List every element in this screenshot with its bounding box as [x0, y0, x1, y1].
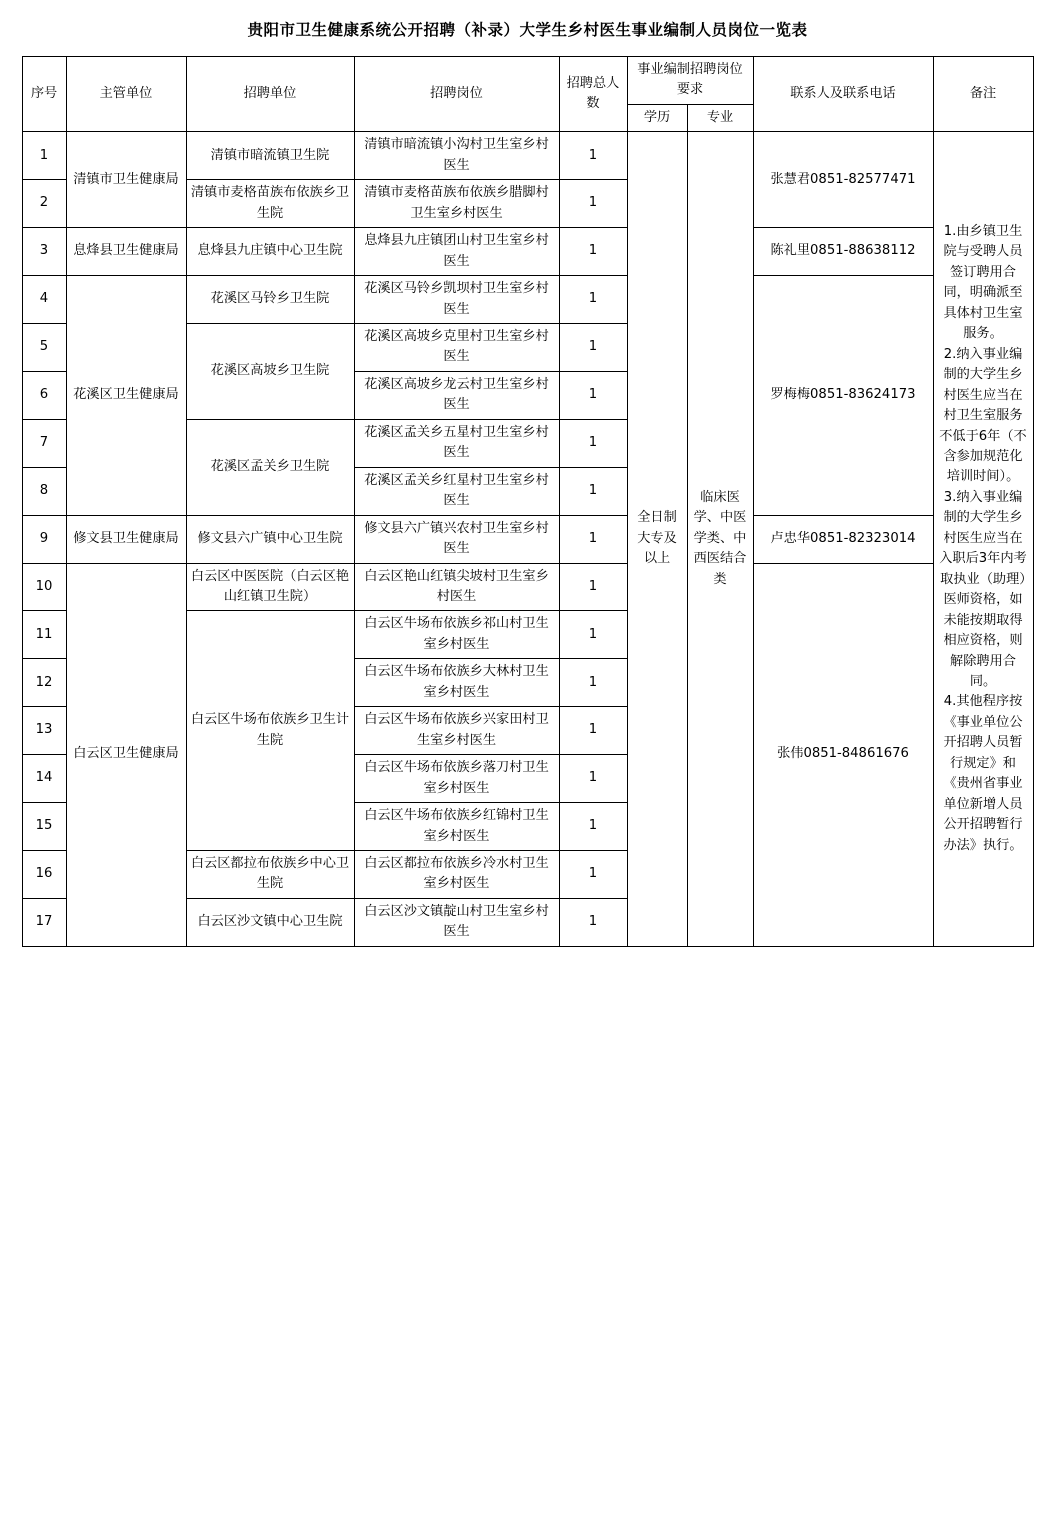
cell-post: 清镇市麦格苗族布依族乡腊脚村卫生室乡村医生	[354, 180, 559, 228]
cell-seq: 5	[22, 323, 66, 371]
table-row	[22, 228, 1033, 276]
remark-line-2: 2.纳入事业编制的大学生乡村医生应当在村卫生室服务不低于6年（不含参加规范化培训时间）。	[939, 346, 1027, 485]
cell-unit: 息烽县九庄镇中心卫生院	[186, 228, 354, 276]
header-education: 学历	[627, 104, 687, 131]
cell-unit: 清镇市暗流镇卫生院	[186, 132, 354, 180]
cell-num: 1	[559, 228, 627, 276]
header-num: 招聘总人数	[559, 57, 627, 132]
cell-dept: 息烽县卫生健康局	[66, 228, 186, 276]
cell-num: 1	[559, 467, 627, 515]
cell-seq: 4	[22, 276, 66, 324]
cell-num: 1	[559, 419, 627, 467]
cell-unit: 花溪区孟关乡卫生院	[186, 419, 354, 515]
cell-dept: 清镇市卫生健康局	[66, 132, 186, 228]
cell-post: 白云区艳山红镇尖坡村卫生室乡村医生	[354, 563, 559, 611]
cell-post: 息烽县九庄镇团山村卫生室乡村医生	[354, 228, 559, 276]
cell-num: 1	[559, 515, 627, 563]
header-major: 专业	[687, 104, 753, 131]
header-dept: 主管单位	[66, 57, 186, 132]
header-contact: 联系人及联系电话	[753, 57, 933, 132]
cell-post: 白云区牛场布依族乡大林村卫生室乡村医生	[354, 659, 559, 707]
cell-unit: 白云区都拉布依族乡中心卫生院	[186, 850, 354, 898]
cell-seq: 10	[22, 563, 66, 611]
cell-num: 1	[559, 707, 627, 755]
cell-education: 全日制大专及以上	[627, 132, 687, 946]
remark-line-1: 1.由乡镇卫生院与受聘人员签订聘用合同，明确派至具体村卫生室服务。	[943, 224, 1023, 342]
table-row	[22, 563, 1033, 611]
cell-post: 修文县六广镇兴农村卫生室乡村医生	[354, 515, 559, 563]
cell-contact: 罗梅梅0851-83624173	[753, 276, 933, 516]
cell-num: 1	[559, 323, 627, 371]
cell-post: 花溪区高坡乡龙云村卫生室乡村医生	[354, 371, 559, 419]
cell-num: 1	[559, 850, 627, 898]
cell-seq: 16	[22, 850, 66, 898]
cell-post: 花溪区马铃乡凯坝村卫生室乡村医生	[354, 276, 559, 324]
remark-line-3: 3.纳入事业编制的大学生乡村医生应当在入职后3年内考取执业（助理）医师资格，如未能按期取得相应资格，则解除聘用合同。	[939, 489, 1027, 689]
cell-post: 白云区牛场布依族乡祁山村卫生室乡村医生	[354, 611, 559, 659]
header-post: 招聘岗位	[354, 57, 559, 132]
cell-seq: 11	[22, 611, 66, 659]
cell-seq: 3	[22, 228, 66, 276]
cell-major: 临床医学、中医学类、中西医结合类	[687, 132, 753, 946]
cell-post: 白云区沙文镇靛山村卫生室乡村医生	[354, 898, 559, 946]
cell-unit: 白云区沙文镇中心卫生院	[186, 898, 354, 946]
cell-contact: 张伟0851-84861676	[753, 563, 933, 946]
remark-line-4: 4.其他程序按《事业单位公开招聘人员暂行规定》和《贵州省事业单位新增人员公开招聘暂行办法》执行。	[943, 694, 1023, 853]
cell-unit: 修文县六广镇中心卫生院	[186, 515, 354, 563]
cell-seq: 15	[22, 803, 66, 851]
cell-seq: 7	[22, 419, 66, 467]
cell-num: 1	[559, 898, 627, 946]
cell-seq: 2	[22, 180, 66, 228]
cell-num: 1	[559, 132, 627, 180]
cell-seq: 12	[22, 659, 66, 707]
cell-num: 1	[559, 659, 627, 707]
cell-seq: 14	[22, 755, 66, 803]
cell-num: 1	[559, 755, 627, 803]
cell-post: 花溪区孟关乡红星村卫生室乡村医生	[354, 467, 559, 515]
cell-seq: 8	[22, 467, 66, 515]
cell-post: 白云区牛场布依族乡落刀村卫生室乡村医生	[354, 755, 559, 803]
cell-unit: 白云区牛场布依族乡卫生计生院	[186, 611, 354, 851]
cell-contact: 卢忠华0851-82323014	[753, 515, 933, 563]
cell-num: 1	[559, 563, 627, 611]
cell-unit: 清镇市麦格苗族布依族乡卫生院	[186, 180, 354, 228]
cell-post: 花溪区孟关乡五星村卫生室乡村医生	[354, 419, 559, 467]
cell-post: 白云区牛场布依族乡红锦村卫生室乡村医生	[354, 803, 559, 851]
header-requirement-group: 事业编制招聘岗位要求	[627, 57, 753, 105]
cell-post: 白云区都拉布依族乡冷水村卫生室乡村医生	[354, 850, 559, 898]
cell-dept: 白云区卫生健康局	[66, 563, 186, 946]
cell-dept: 花溪区卫生健康局	[66, 276, 186, 516]
cell-seq: 9	[22, 515, 66, 563]
cell-seq: 13	[22, 707, 66, 755]
header-seq: 序号	[22, 57, 66, 132]
cell-post: 花溪区高坡乡克里村卫生室乡村医生	[354, 323, 559, 371]
cell-unit: 花溪区马铃乡卫生院	[186, 276, 354, 324]
page-title: 贵阳市卫生健康系统公开招聘（补录）大学生乡村医生事业编制人员岗位一览表	[247, 21, 808, 39]
table-header-row	[22, 57, 1033, 105]
cell-remark	[933, 132, 1033, 946]
cell-contact: 张慧君0851-82577471	[753, 132, 933, 228]
cell-unit: 白云区中医医院（白云区艳山红镇卫生院）	[186, 563, 354, 611]
cell-dept: 修文县卫生健康局	[66, 515, 186, 563]
cell-num: 1	[559, 611, 627, 659]
cell-seq: 17	[22, 898, 66, 946]
table-row	[22, 515, 1033, 563]
cell-contact: 陈礼里0851-88638112	[753, 228, 933, 276]
cell-num: 1	[559, 276, 627, 324]
cell-num: 1	[559, 803, 627, 851]
table-row	[22, 276, 1033, 324]
cell-seq: 1	[22, 132, 66, 180]
cell-seq: 6	[22, 371, 66, 419]
header-remark: 备注	[933, 57, 1033, 132]
cell-post: 白云区牛场布依族乡兴家田村卫生室乡村医生	[354, 707, 559, 755]
cell-num: 1	[559, 180, 627, 228]
job-listing-table	[22, 56, 1034, 947]
table-row	[22, 132, 1033, 180]
cell-num: 1	[559, 371, 627, 419]
cell-unit: 花溪区高坡乡卫生院	[186, 323, 354, 419]
header-unit: 招聘单位	[186, 57, 354, 132]
cell-post: 清镇市暗流镇小沟村卫生室乡村医生	[354, 132, 559, 180]
